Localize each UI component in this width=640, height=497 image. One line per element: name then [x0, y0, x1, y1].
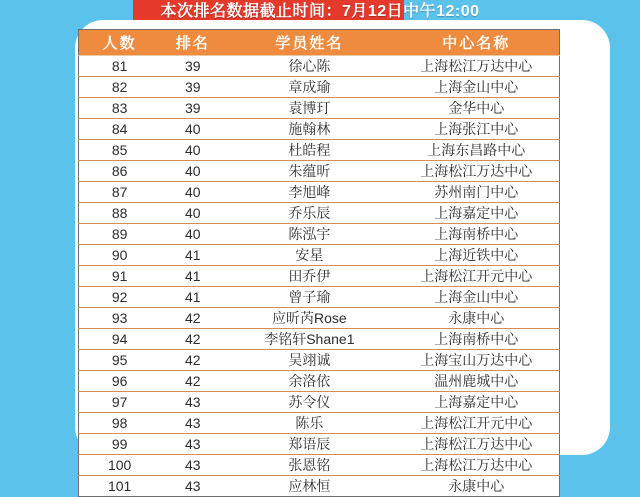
cell: 安星 [225, 245, 393, 266]
table-row [79, 203, 560, 224]
cell: 100 [79, 455, 161, 476]
cell: 96 [79, 371, 161, 392]
cell: 93 [79, 308, 161, 329]
cell: 上海南桥中心 [394, 329, 560, 350]
cell: 84 [79, 119, 161, 140]
cell: 41 [160, 287, 225, 308]
cell: 41 [160, 266, 225, 287]
cell: 余洛依 [225, 371, 393, 392]
cell: 上海松江万达中心 [394, 56, 560, 77]
cell: 92 [79, 287, 161, 308]
cell: 43 [160, 413, 225, 434]
cell: 上海松江万达中心 [394, 455, 560, 476]
table-row [79, 245, 560, 266]
cell: 39 [160, 77, 225, 98]
cell: 88 [79, 203, 161, 224]
table-row [79, 140, 560, 161]
table-header [79, 30, 560, 56]
cell: 99 [79, 434, 161, 455]
cell: 94 [79, 329, 161, 350]
cell: 上海张江中心 [394, 119, 560, 140]
cell: 上海松江开元中心 [394, 266, 560, 287]
cell: 上海金山中心 [394, 77, 560, 98]
cell: 81 [79, 56, 161, 77]
cell: 40 [160, 119, 225, 140]
cell: 永康中心 [394, 476, 560, 497]
cell: 39 [160, 98, 225, 119]
cell: 陈乐 [225, 413, 393, 434]
cell: 田乔伊 [225, 266, 393, 287]
table-row [79, 77, 560, 98]
table-row [79, 98, 560, 119]
table-row [79, 182, 560, 203]
table-row [79, 434, 560, 455]
cell: 曾子瑜 [225, 287, 393, 308]
cell: 95 [79, 350, 161, 371]
table-row [79, 413, 560, 434]
cell: 83 [79, 98, 161, 119]
cell: 42 [160, 329, 225, 350]
cell: 97 [79, 392, 161, 413]
cell: 43 [160, 476, 225, 497]
cell: 上海松江万达中心 [394, 161, 560, 182]
cell: 上海松江万达中心 [394, 434, 560, 455]
cell: 李铭轩Shane1 [225, 329, 393, 350]
table-body [79, 56, 560, 497]
cell: 章成瑜 [225, 77, 393, 98]
column-header: 人数 [79, 30, 161, 56]
cell: 42 [160, 371, 225, 392]
column-header: 中心名称 [394, 30, 560, 56]
cell: 40 [160, 140, 225, 161]
cell: 金华中心 [394, 98, 560, 119]
column-header: 排名 [160, 30, 225, 56]
cell: 43 [160, 455, 225, 476]
cell: 朱蕴昕 [225, 161, 393, 182]
ranking-table [78, 29, 560, 497]
cell: 乔乐辰 [225, 203, 393, 224]
cell: 40 [160, 224, 225, 245]
cell: 42 [160, 308, 225, 329]
table-row [79, 308, 560, 329]
cell: 101 [79, 476, 161, 497]
cell: 吴翊诚 [225, 350, 393, 371]
cell: 42 [160, 350, 225, 371]
cell: 应昕芮Rose [225, 308, 393, 329]
table-row [79, 266, 560, 287]
table-row [79, 224, 560, 245]
table-row [79, 56, 560, 77]
cell: 87 [79, 182, 161, 203]
table-row [79, 161, 560, 182]
cell: 86 [79, 161, 161, 182]
cell: 41 [160, 245, 225, 266]
cell: 上海宝山万达中心 [394, 350, 560, 371]
cell: 徐心陈 [225, 56, 393, 77]
deadline-banner-text: 本次排名数据截止时间：7月12日中午12:00 [160, 3, 480, 20]
column-header: 学员姓名 [225, 30, 393, 56]
cell: 82 [79, 77, 161, 98]
cell: 90 [79, 245, 161, 266]
cell: 上海金山中心 [394, 287, 560, 308]
cell: 永康中心 [394, 308, 560, 329]
cell: 43 [160, 392, 225, 413]
cell: 温州鹿城中心 [394, 371, 560, 392]
cell: 上海南桥中心 [394, 224, 560, 245]
cell: 杜皓程 [225, 140, 393, 161]
cell: 上海松江开元中心 [394, 413, 560, 434]
cell: 袁博玎 [225, 98, 393, 119]
table-row [79, 455, 560, 476]
cell: 43 [160, 434, 225, 455]
cell: 89 [79, 224, 161, 245]
cell: 上海嘉定中心 [394, 203, 560, 224]
cell: 陈泓宇 [225, 224, 393, 245]
cell: 40 [160, 182, 225, 203]
cell: 苏令仪 [225, 392, 393, 413]
table-row [79, 476, 560, 497]
table-row [79, 350, 560, 371]
cell: 应林恒 [225, 476, 393, 497]
cell: 40 [160, 161, 225, 182]
table-row [79, 329, 560, 350]
cell: 39 [160, 56, 225, 77]
table-row [79, 371, 560, 392]
cell: 上海近铁中心 [394, 245, 560, 266]
table-row [79, 119, 560, 140]
cell: 苏州南门中心 [394, 182, 560, 203]
cell: 上海东昌路中心 [394, 140, 560, 161]
cell: 98 [79, 413, 161, 434]
cell: 李旭峰 [225, 182, 393, 203]
cell: 张恩铭 [225, 455, 393, 476]
cell: 85 [79, 140, 161, 161]
cell: 上海嘉定中心 [394, 392, 560, 413]
cell: 91 [79, 266, 161, 287]
cell: 40 [160, 203, 225, 224]
table-row [79, 287, 560, 308]
table-row [79, 392, 560, 413]
cell: 施翰林 [225, 119, 393, 140]
table-header-row [79, 30, 560, 56]
cell: 郑语辰 [225, 434, 393, 455]
